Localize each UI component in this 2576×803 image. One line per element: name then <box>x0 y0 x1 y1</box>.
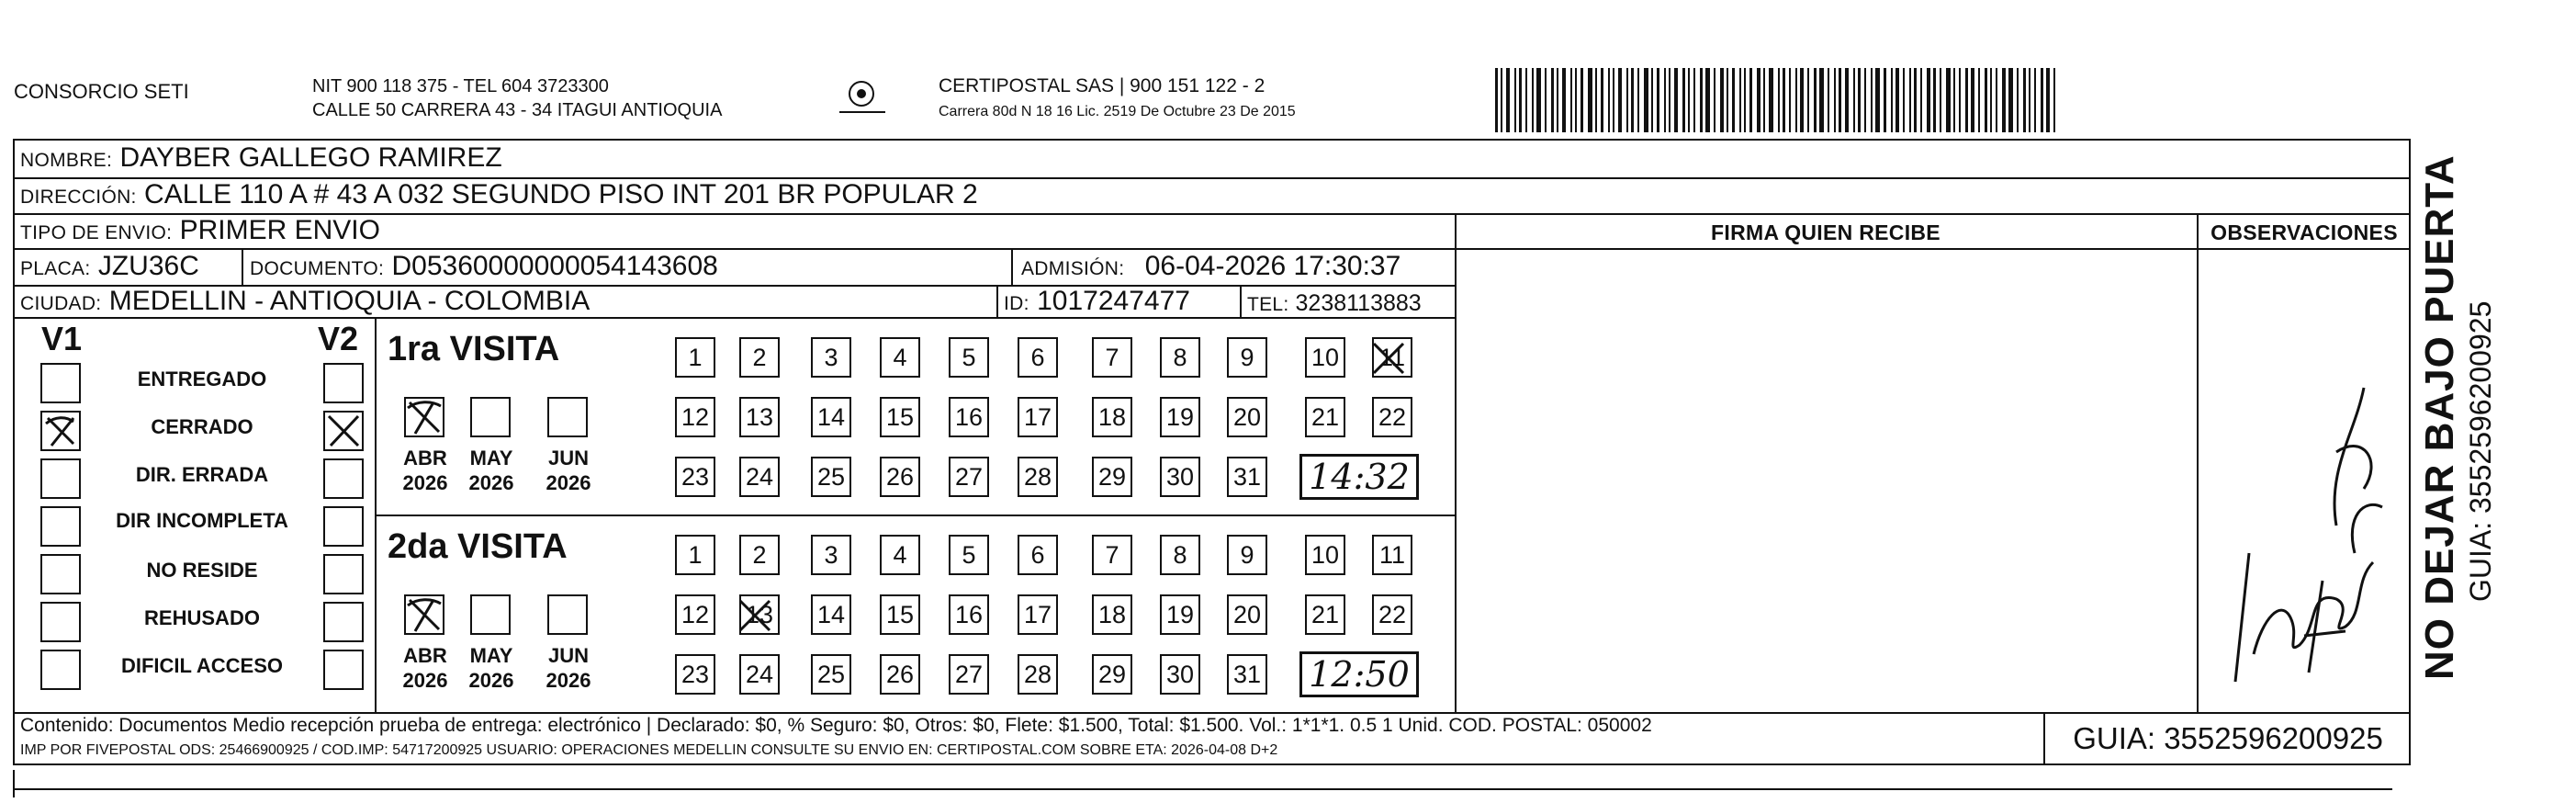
footer-guia: GUIA: 3552596200925 <box>2073 721 2383 755</box>
check-mark-icon <box>406 399 443 435</box>
day-box[interactable]: 4 <box>880 337 920 378</box>
barcode-bar <box>1651 68 1653 132</box>
documento-label: DOCUMENTO: <box>250 258 385 279</box>
barcode-bar <box>1839 68 1841 132</box>
barcode-bar <box>1720 68 1724 132</box>
month-checkbox[interactable] <box>404 594 444 635</box>
barcode-bar <box>2008 68 2013 132</box>
barcode-bar <box>1795 68 1797 132</box>
id-value: 1017247477 <box>1037 286 1190 316</box>
barcode-bar <box>1693 68 1695 132</box>
day-box[interactable]: 1 <box>675 337 715 378</box>
v2-checkbox[interactable] <box>323 506 364 547</box>
day-box[interactable]: 18 <box>1092 594 1132 635</box>
day-box[interactable]: 28 <box>1018 654 1058 695</box>
barcode-bar <box>1682 68 1685 132</box>
day-box[interactable]: 31 <box>1227 457 1267 497</box>
day-box[interactable]: 30 <box>1160 654 1200 695</box>
month-checkbox[interactable] <box>470 397 511 437</box>
v2-checkbox[interactable] <box>323 363 364 403</box>
v1-checkbox[interactable] <box>40 363 81 403</box>
day-box[interactable]: 24 <box>739 654 780 695</box>
barcode-bar <box>1914 68 1917 132</box>
day-box[interactable]: 19 <box>1160 594 1200 635</box>
month-label <box>536 446 601 495</box>
nombre-row <box>20 142 502 176</box>
month-label <box>393 446 457 495</box>
day-box[interactable]: 9 <box>1227 337 1267 378</box>
tipo-label: TIPO DE ENVIO: <box>20 222 173 243</box>
day-box[interactable]: 16 <box>949 397 989 437</box>
barcode-bar <box>1814 68 1817 132</box>
day-box[interactable]: 22 <box>1372 594 1412 635</box>
barcode-bar <box>1562 68 1566 132</box>
day-box[interactable]: 21 <box>1305 594 1345 635</box>
day-box[interactable]: 6 <box>1018 535 1058 575</box>
direccion-value: CALLE 110 A # 43 A 032 SEGUNDO PISO INT 201 BR POPULAR 2 <box>144 179 978 209</box>
month-name: MAY <box>469 447 513 469</box>
barcode-bar <box>1978 68 1980 132</box>
status-label: ENTREGADO <box>137 368 267 390</box>
tel-value: 3238113883 <box>1295 290 1422 316</box>
day-box[interactable]: 9 <box>1227 535 1267 575</box>
barcode-bar <box>1783 68 1785 132</box>
barcode-bar <box>2034 68 2036 132</box>
status-label: DIFICIL ACCESO <box>120 654 283 677</box>
day-box[interactable]: 8 <box>1160 337 1200 378</box>
month-name: ABR <box>403 447 447 469</box>
day-box[interactable]: 24 <box>739 457 780 497</box>
barcode-bar <box>1744 68 1746 132</box>
v1-checkbox[interactable] <box>40 506 81 547</box>
barcode-bar <box>1858 68 1861 132</box>
day-box[interactable]: 26 <box>880 457 920 497</box>
v2-checkbox[interactable] <box>323 458 364 499</box>
day-box[interactable]: 3 <box>811 535 851 575</box>
barcode-bar <box>1688 68 1690 132</box>
barcode-bar <box>1664 68 1666 132</box>
observaciones-area[interactable] <box>2199 250 2410 712</box>
tel-row <box>1247 288 1422 321</box>
observaciones-header: OBSERVACIONES <box>2210 221 2398 244</box>
barcode-bar <box>1940 68 1941 132</box>
barcode-bar <box>1519 68 1522 132</box>
barcode-bar <box>1514 68 1516 132</box>
barcode-bar <box>1933 68 1936 132</box>
barcode-bar <box>1557 68 1558 132</box>
day-box[interactable]: 10 <box>1305 337 1345 378</box>
day-box[interactable]: 15 <box>880 594 920 635</box>
contenido-line: Contenido: Documentos Medio recepción prueba de entrega: electrónico | Declarado: $0, % Seguro: $0, Otros: $0, Flete: $1.500, Total: $1.500. Vol.: 1*1*1. 0.5 1 Unid. COD. POSTAL: 050002 <box>20 715 1652 736</box>
day-box[interactable]: 18 <box>1092 397 1132 437</box>
day-box[interactable]: 12 <box>675 594 715 635</box>
day-box[interactable]: 15 <box>880 397 920 437</box>
check-mark-icon <box>325 413 362 449</box>
day-box[interactable]: 22 <box>1372 397 1412 437</box>
month-name: MAY <box>469 644 513 667</box>
month-name: JUN <box>547 447 589 469</box>
barcode-bar <box>1971 68 1974 132</box>
certipostal-line: CERTIPOSTAL SAS | 900 151 122 - 2 <box>939 75 1266 96</box>
day-box[interactable]: 26 <box>880 654 920 695</box>
barcode-bar <box>1749 68 1752 132</box>
month-label <box>459 446 523 495</box>
certipostal-logo-icon <box>827 75 900 121</box>
barcode <box>1495 66 2193 132</box>
day-box[interactable]: 5 <box>949 535 989 575</box>
v2-checkbox[interactable] <box>323 411 364 451</box>
day-box[interactable]: 2 <box>739 337 780 378</box>
day-box[interactable]: 20 <box>1227 397 1267 437</box>
day-box[interactable]: 17 <box>1018 594 1058 635</box>
barcode-bar <box>1920 68 1922 132</box>
barcode-bar <box>1884 68 1886 132</box>
barcode-bar <box>1757 68 1760 132</box>
barcode-bar <box>1545 68 1547 132</box>
barcode-bar <box>1959 68 1961 132</box>
day-box[interactable]: 5 <box>949 337 989 378</box>
day-box[interactable]: 20 <box>1227 594 1267 635</box>
direccion-label: DIRECCIÓN: <box>20 187 137 208</box>
barcode-bar <box>1551 68 1554 132</box>
v2-checkbox[interactable] <box>323 650 364 690</box>
v1-checkbox[interactable] <box>40 602 81 642</box>
day-box[interactable]: 27 <box>949 654 989 695</box>
day-box[interactable]: 25 <box>811 654 851 695</box>
barcode-bar <box>1495 68 1498 132</box>
month-name: JUN <box>547 644 589 667</box>
barcode-bar <box>1501 68 1502 132</box>
id-label: ID: <box>1004 293 1029 314</box>
barcode-bar <box>1644 68 1648 132</box>
barcode-bar <box>1588 68 1592 132</box>
admision-label: ADMISIÓN: <box>1021 258 1125 279</box>
barcode-bar <box>1601 68 1603 132</box>
day-box[interactable]: 16 <box>949 594 989 635</box>
day-box[interactable]: 19 <box>1160 397 1200 437</box>
documento-row <box>250 251 718 285</box>
day-box[interactable]: 4 <box>880 535 920 575</box>
barcode-bar <box>1674 68 1678 132</box>
day-box[interactable]: 3 <box>811 337 851 378</box>
barcode-bar <box>1525 68 1527 132</box>
check-mark-icon <box>406 596 443 633</box>
barcode-bar <box>1789 68 1791 132</box>
barcode-bar <box>1800 68 1804 132</box>
month-year: 2026 <box>402 471 448 494</box>
visit-time: 12:50 <box>1299 651 1419 697</box>
nombre-label: NOMBRE: <box>20 150 113 171</box>
month-name: ABR <box>403 644 447 667</box>
day-box[interactable]: 17 <box>1018 397 1058 437</box>
barcode-bar <box>2023 68 2026 132</box>
barcode-bar <box>1763 68 1765 132</box>
certipostal-logo <box>827 75 900 121</box>
barcode-bar <box>1618 68 1622 132</box>
cross-mark-icon <box>735 595 775 636</box>
barcode-bar <box>1946 68 1951 132</box>
barcode-bar <box>1637 68 1639 132</box>
day-box[interactable]: 23 <box>675 654 715 695</box>
v1-checkbox[interactable] <box>40 650 81 690</box>
tipo-value: PRIMER ENVIO <box>179 215 380 245</box>
month-year: 2026 <box>468 471 514 494</box>
side-guia: GUIA: 3552596200925 <box>2464 300 2497 602</box>
tel-label: TEL: <box>1247 294 1289 315</box>
barcode-bar <box>1927 68 1930 132</box>
status-label: CERRADO <box>151 415 253 438</box>
day-box[interactable]: 12 <box>675 397 715 437</box>
barcode-bar <box>1732 68 1735 132</box>
day-box[interactable]: 30 <box>1160 457 1200 497</box>
barcode-bar <box>1506 68 1510 132</box>
barcode-bar <box>1727 68 1728 132</box>
barcode-bar <box>1613 68 1614 132</box>
admision-row <box>1021 251 1400 285</box>
month-year: 2026 <box>546 471 591 494</box>
barcode-bar <box>1778 68 1780 132</box>
firma-header: FIRMA QUIEN RECIBE <box>1711 221 1940 244</box>
barcode-bar <box>2053 68 2055 132</box>
handwritten-observation-icon <box>2199 250 2410 712</box>
month-label <box>536 643 601 693</box>
barcode-bar <box>1875 68 1880 132</box>
month-year: 2026 <box>468 669 514 692</box>
placa-label: PLACA: <box>20 258 91 279</box>
day-box[interactable]: 7 <box>1092 535 1132 575</box>
barcode-bar <box>1580 68 1583 132</box>
barcode-bar <box>1575 68 1577 132</box>
visit-time: 14:32 <box>1299 454 1419 500</box>
barcode-bar <box>1626 68 1628 132</box>
status-label: REHUSADO <box>144 606 260 629</box>
barcode-bar <box>1985 68 1987 132</box>
day-box[interactable]: 21 <box>1305 397 1345 437</box>
barcode-bar <box>1570 68 1572 132</box>
nit-line: NIT 900 118 375 - TEL 604 3723300 <box>312 76 609 96</box>
tipo-row <box>20 215 380 249</box>
v2-checkbox[interactable] <box>323 554 364 594</box>
barcode-bar <box>1953 68 1955 132</box>
check-mark-icon <box>42 413 79 449</box>
day-box[interactable]: 29 <box>1092 457 1132 497</box>
admision-value: 06-04-2026 17:30:37 <box>1144 251 1401 281</box>
barcode-bar <box>1828 68 1829 132</box>
month-year: 2026 <box>546 669 591 692</box>
placa-row <box>20 251 199 285</box>
day-box[interactable]: 29 <box>1092 654 1132 695</box>
barcode-bar <box>1834 68 1836 132</box>
barcode-bar <box>1903 68 1905 132</box>
barcode-bar <box>1864 68 1866 132</box>
day-box[interactable]: 7 <box>1092 337 1132 378</box>
barcode-bar <box>2017 68 2019 132</box>
month-checkbox[interactable] <box>547 397 588 437</box>
license-line: Carrera 80d N 18 16 Lic. 2519 De Octubre 23 De 2015 <box>939 104 1296 119</box>
barcode-bar <box>2002 68 2006 132</box>
day-box[interactable]: 14 <box>811 594 851 635</box>
barcode-bar <box>1871 68 1873 132</box>
day-box[interactable]: 11 <box>1372 535 1412 575</box>
month-label <box>459 643 523 693</box>
address-line: CALLE 50 CARRERA 43 - 34 ITAGUI ANTIOQUIA <box>312 100 723 120</box>
day-box[interactable]: 31 <box>1227 654 1267 695</box>
barcode-bar <box>1819 68 1824 132</box>
no-dejar-bajo-puerta: NO DEJAR BAJO PUERTA <box>2417 154 2462 680</box>
documento-value: D05360000000054143608 <box>391 251 718 281</box>
barcode-bar <box>1990 68 1992 132</box>
observation-text: Inegro / F Blanco <box>2254 434 2262 435</box>
barcode-bar <box>1996 68 1997 132</box>
day-box[interactable]: 2 <box>739 535 780 575</box>
barcode-bar <box>1669 68 1670 132</box>
day-box[interactable]: 11 <box>1372 337 1412 378</box>
barcode-bar <box>1705 68 1710 132</box>
day-box[interactable]: 14 <box>811 397 851 437</box>
imp-line: IMP POR FIVEPOSTAL ODS: 25466900925 / COD.IMP: 54717200925 USUARIO: OPERACIONES MEDELLIN CONSULTE SU ENVIO EN: CERTIPOSTAL.COM SOBRE ETA: 2026-04-08 D+2 <box>20 742 1278 758</box>
v2-label: V2 <box>318 320 359 357</box>
day-box[interactable]: 13 <box>739 397 780 437</box>
barcode-bar <box>2041 68 2043 132</box>
day-box[interactable]: 1 <box>675 535 715 575</box>
day-box[interactable]: 27 <box>949 457 989 497</box>
barcode-bar <box>1657 68 1659 132</box>
day-box[interactable]: 13 <box>739 594 780 635</box>
ciudad-label: CIUDAD: <box>20 293 102 314</box>
barcode-bar <box>1853 68 1855 132</box>
month-checkbox[interactable] <box>404 397 444 437</box>
barcode-bar <box>1532 68 1534 132</box>
month-checkbox[interactable] <box>470 594 511 635</box>
barcode-bar <box>1807 68 1809 132</box>
visit-title: 1ra VISITA <box>388 330 560 368</box>
placa-value: JZU36C <box>97 251 199 281</box>
barcode-bar <box>1739 68 1741 132</box>
day-box[interactable]: 10 <box>1305 535 1345 575</box>
status-label: DIR. ERRADA <box>135 463 269 486</box>
cross-mark-icon <box>1368 338 1409 379</box>
nombre-value: DAYBER GALLEGO RAMIREZ <box>119 142 502 173</box>
barcode-bar <box>1714 68 1715 132</box>
month-year: 2026 <box>402 669 448 692</box>
v1-checkbox[interactable] <box>40 411 81 451</box>
v2-checkbox[interactable] <box>323 602 364 642</box>
v1-checkbox[interactable] <box>40 554 81 594</box>
barcode-bar <box>1536 68 1541 132</box>
barcode-bar <box>1909 68 1911 132</box>
month-checkbox[interactable] <box>547 594 588 635</box>
day-box[interactable]: 8 <box>1160 535 1200 575</box>
status-label: NO RESIDE <box>146 559 258 582</box>
id-row <box>1004 286 1190 320</box>
barcode-bar <box>1891 68 1893 132</box>
barcode-bar <box>1965 68 1968 132</box>
barcode-bar <box>1631 68 1634 132</box>
day-box[interactable]: 6 <box>1018 337 1058 378</box>
direccion-row <box>20 179 978 213</box>
firma-area[interactable] <box>1457 250 2197 712</box>
barcode-bar <box>1608 68 1610 132</box>
barcode-bar <box>1895 68 1899 132</box>
visit-title: 2da VISITA <box>388 527 568 566</box>
ciudad-row <box>20 286 590 320</box>
barcode-bar <box>2046 68 2050 132</box>
barcode-bar <box>2029 68 2030 132</box>
status-label: DIR INCOMPLETA <box>116 509 288 532</box>
company-name: CONSORCIO SETI <box>14 80 189 103</box>
v1-label: V1 <box>41 320 83 357</box>
day-box[interactable]: 25 <box>811 457 851 497</box>
barcode-bar <box>1595 68 1597 132</box>
barcode-bar <box>1845 68 1849 132</box>
ciudad-value: MEDELLIN - ANTIOQUIA - COLOMBIA <box>108 286 591 316</box>
month-label <box>393 643 457 693</box>
day-box[interactable]: 28 <box>1018 457 1058 497</box>
barcode-bar <box>1700 68 1703 132</box>
barcode-bar <box>1769 68 1773 132</box>
day-box[interactable]: 23 <box>675 457 715 497</box>
v1-checkbox[interactable] <box>40 458 81 499</box>
